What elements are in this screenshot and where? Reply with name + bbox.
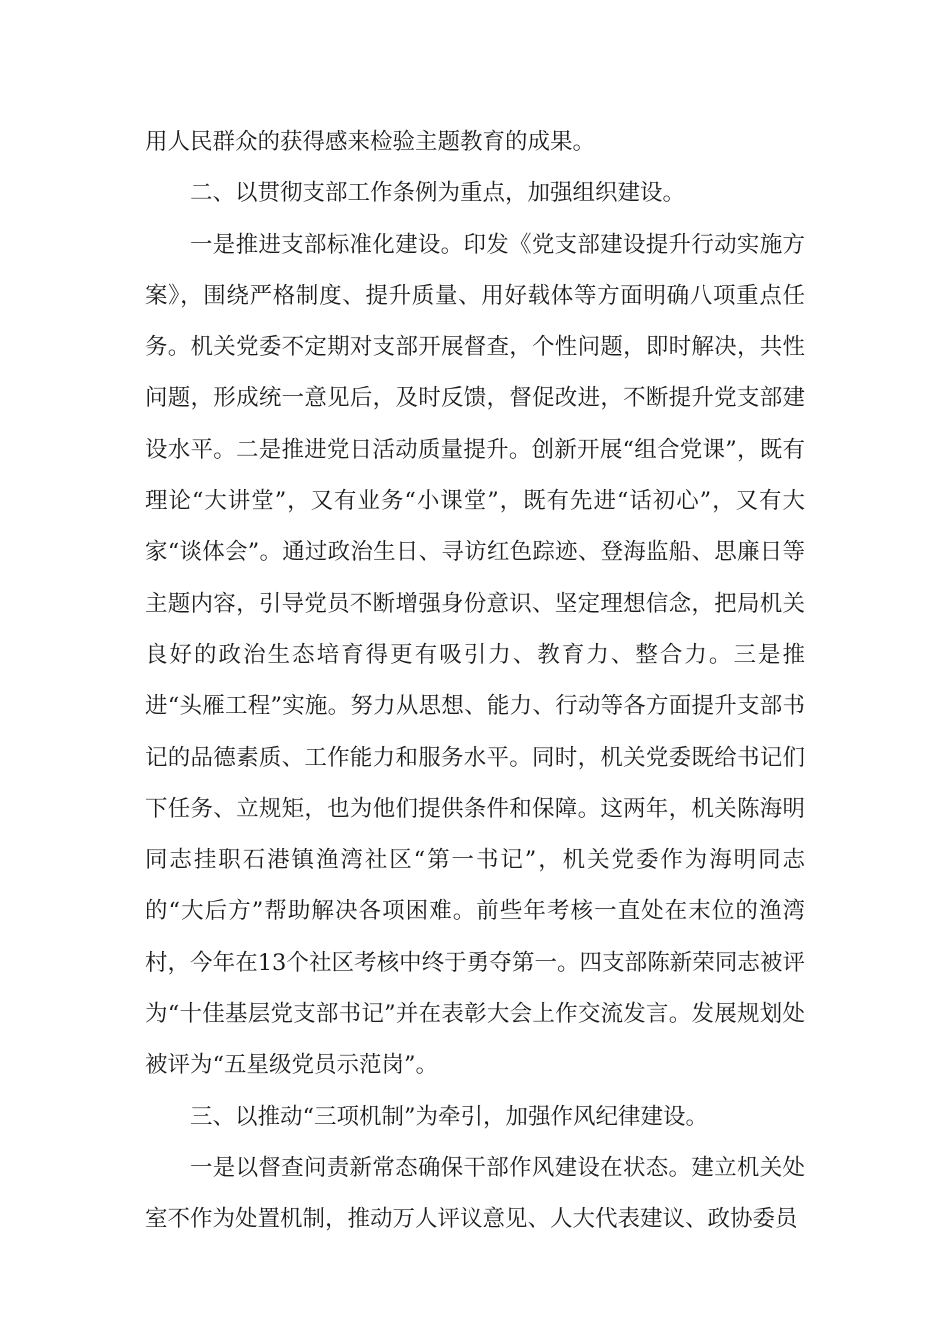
section-heading-discipline: 三、以推动“三项机制”为牵引，加强作风纪律建设。 <box>190 1103 709 1130</box>
paragraph-discipline-details: 一是以督查问责新常态确保干部作风建设在状态。建立机关处室不作为处置机制，推动万人评议意见、人大代表建议、政协委员 <box>145 1154 805 1233</box>
paragraph-continuation: 用人民群众的获得感来检验主题教育的成果。 <box>145 129 596 155</box>
section-heading-organization: 二、以贯彻支部工作条例为重点，加强组织建设。 <box>190 180 686 207</box>
document-body <box>145 117 805 1246</box>
paragraph-organization-details: 一是推进支部标准化建设。印发《党支部建设提升行动实施方案》，围绕严格制度、提升质量、用好载体等方面明确八项重点任务。机关党委不定期对支部开展督查，个性问题，即时解决，共性问题，形成统一意见后，及时反馈，督促改进，不断提升党支部建设水平。二是推进党日活动质量提升。创新开展“组合党课”，既有理论“大讲堂”，又有业务“小课堂”，既有先进“话初心”，又有大家“谈体会”。通过政治生日、寻访红色踪迹、登海监船、思廉日等主题内容，引导党员不断增强身份意识、坚定理想信念，把局机关良好的政治生态培育得更有吸引力、教育力、整合力。三是推进“头雁工程”实施。努力从思想、能力、行动等各方面提升支部书记的品德素质、工作能力和服务水平。同时，机关党委既给书记们下任务、立规矩，也为他们提供条件和保障。这两年，机关陈海明同志挂职石港镇渔湾社区“第一书记”，机关党委作为海明同志的“大后方”帮助解决各项困难。前些年考核一直处在末位的渔湾村，今年在13个社区考核中终于勇夺第一。四支部陈新荣同志被评为“十佳基层党支部书记”并在表彰大会上作交流发言。发展规划处被评为“五星级党员示范岗”。 <box>145 231 805 1079</box>
